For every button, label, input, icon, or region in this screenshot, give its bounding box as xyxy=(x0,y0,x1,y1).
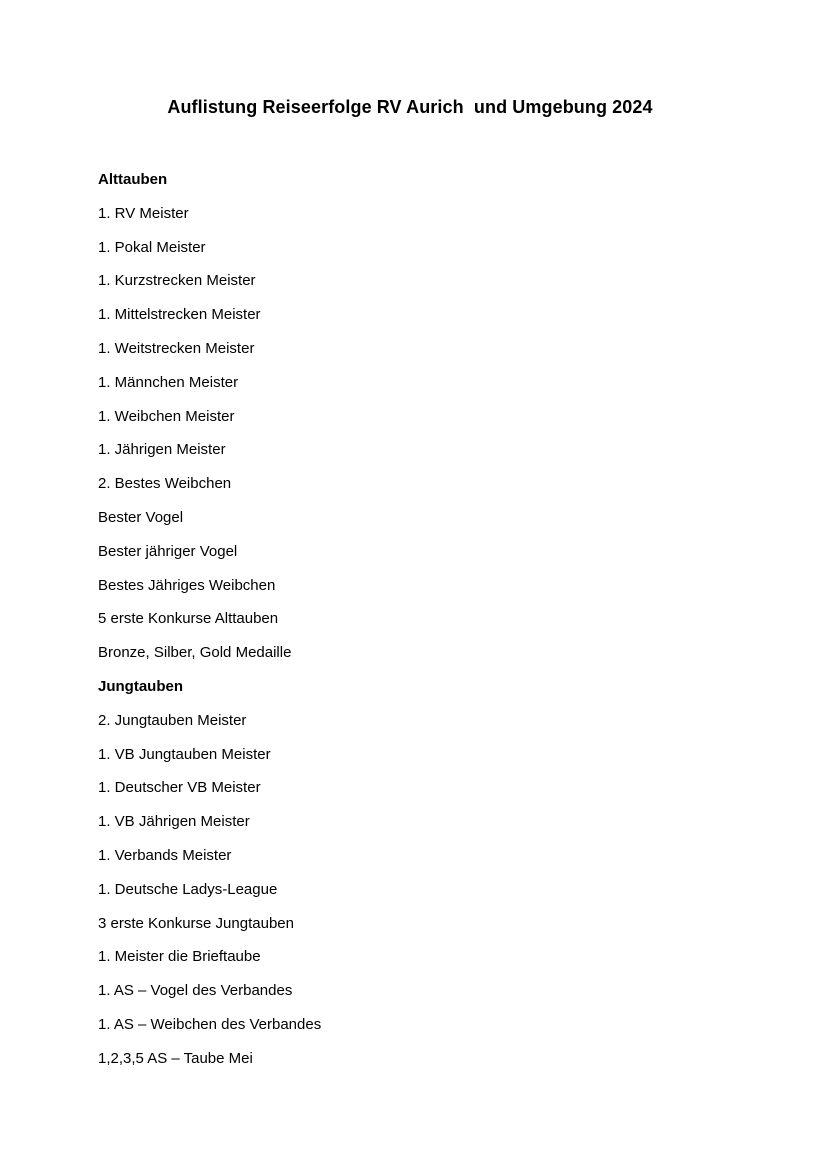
list-item: 1. Deutsche Ladys-League xyxy=(98,880,278,898)
list-item: 2. Bestes Weibchen xyxy=(98,475,232,493)
list-item: 1. Kurzstrecken Meister xyxy=(98,272,256,290)
list-item: 1. VB Jährigen Meister xyxy=(98,813,250,831)
list-item: 1. Weitstrecken Meister xyxy=(98,339,255,357)
list-item: 1. RV Meister xyxy=(98,204,189,222)
list-item: 1. Jährigen Meister xyxy=(98,441,226,459)
list-item: Bester jähriger Vogel xyxy=(98,542,238,560)
list-item: 5 erste Konkurse Alttauben xyxy=(98,610,279,628)
list-item: 1. AS – Vogel des Verbandes xyxy=(98,982,293,1000)
list-item: 1. Meister die Brieftaube xyxy=(98,948,261,966)
list-item: 2. Jungtauben Meister xyxy=(98,711,247,729)
list-item: 1. VB Jungtauben Meister xyxy=(98,745,271,763)
list-item: 1. Verbands Meister xyxy=(98,846,232,864)
list-item: Bester Vogel xyxy=(98,508,184,526)
list-item: Bestes Jähriges Weibchen xyxy=(98,576,276,594)
section-heading-alttauben: Alttauben xyxy=(98,171,168,188)
list-item: 1. Mittelstrecken Meister xyxy=(98,306,261,324)
list-item: 3 erste Konkurse Jungtauben xyxy=(98,914,294,932)
list-item: 1. Deutscher VB Meister xyxy=(98,779,261,797)
list-item: Bronze, Silber, Gold Medaille xyxy=(98,644,292,662)
list-item: 1,2,3,5 AS – Taube Mei xyxy=(98,1049,253,1067)
list-item: 1. AS – Weibchen des Verbandes xyxy=(98,1015,322,1033)
section-heading-jungtauben: Jungtauben xyxy=(98,677,183,695)
document-body xyxy=(0,163,820,1076)
page-title: Auflistung Reiseerfolge RV Aurich und Umgebung 2024 xyxy=(167,97,653,117)
list-item: 1. Pokal Meister xyxy=(98,238,206,256)
list-item: 1. Männchen Meister xyxy=(98,373,239,391)
list-item: 1. Weibchen Meister xyxy=(98,407,235,425)
